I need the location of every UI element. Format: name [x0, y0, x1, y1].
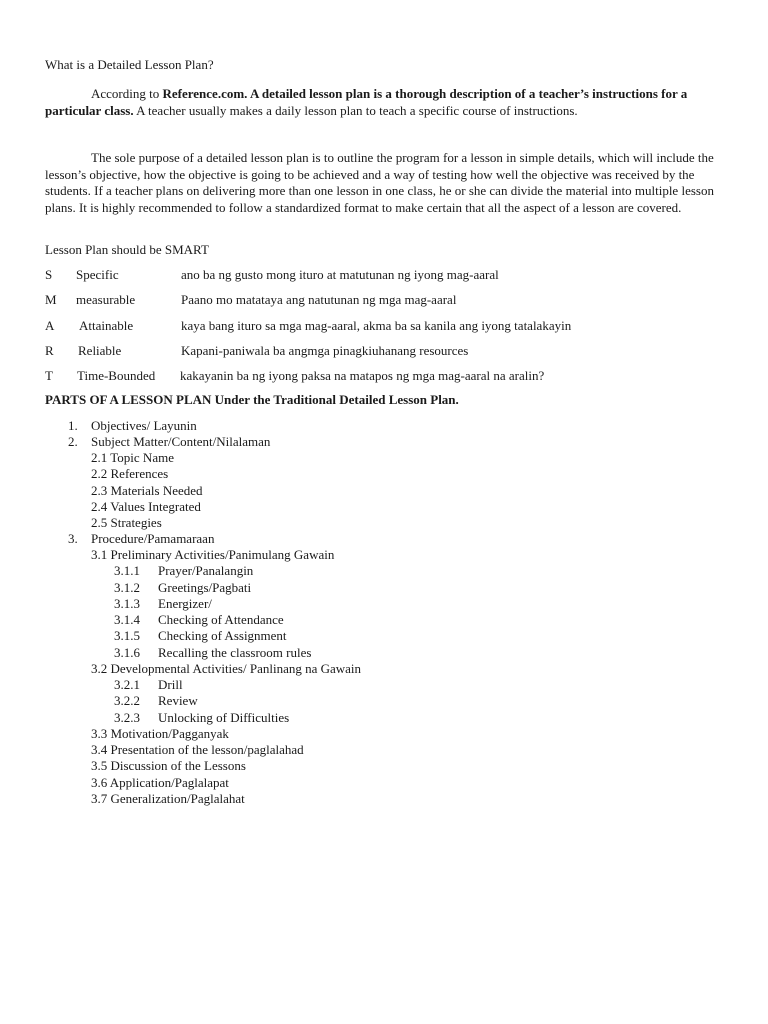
list-subitem: 3.2 Developmental Activities/ Panlinang na Gawain	[91, 661, 362, 676]
list-subsubitem-number: 3.1.2	[114, 580, 140, 595]
smart-word: measurable	[76, 292, 136, 307]
list-subsubitem-number: 3.2.3	[114, 710, 140, 725]
page-title: What is a Detailed Lesson Plan?	[45, 57, 214, 72]
list-subsubitem: Unlocking of Difficulties	[158, 710, 290, 725]
paragraph-rest: A teacher usually makes a daily lesson plan to teach a specific course of instructions.	[133, 102, 578, 118]
smart-letter: R	[45, 343, 54, 358]
smart-letter: M	[45, 292, 57, 307]
paragraph-lead: According to	[91, 86, 163, 101]
smart-description: ano ba ng gusto mong ituro at matutunan ng iyong mag-aaral	[181, 267, 499, 282]
paragraph-definition	[45, 86, 725, 119]
list-subitem: 2.2 References	[91, 466, 169, 481]
list-number: 3.	[68, 531, 78, 546]
list-subsubitem: Energizer/	[158, 596, 212, 611]
list-subitem: 2.1 Topic Name	[91, 450, 174, 465]
list-subitem: 3.7 Generalization/Paglalahat	[91, 791, 245, 806]
smart-word: Time-Bounded	[77, 368, 156, 383]
smart-word: Specific	[76, 267, 119, 282]
list-subitem: 2.3 Materials Needed	[91, 483, 203, 498]
list-item: Subject Matter/Content/Nilalaman	[91, 434, 271, 449]
list-item: Objectives/ Layunin	[91, 418, 197, 433]
smart-description: Kapani-paniwala ba angmga pinagkiuhanang resources	[181, 343, 469, 358]
paragraph-purpose: The sole purpose of a detailed lesson plan is to outline the program for a lesson in simple details, which will include the lesson’s objective, how the objective is going to be achieved and a way of testing how well the objective was received by the students. If a teacher plans on delivering more than one lesson in one class, he or she can divide the material into multiple lesson plans. It is highly recommended to follow a standardized format to make certain that all the aspect of a lesson are covered.	[45, 150, 714, 215]
list-subsubitem-number: 3.2.2	[114, 693, 140, 708]
smart-letter: T	[45, 368, 53, 383]
paragraph-bold-quote: Reference.com. A detailed lesson plan is a thorough description of a teacher’s instructions for a particular class.	[45, 86, 688, 118]
list-subsubitem: Greetings/Pagbati	[158, 580, 252, 595]
list-number: 1.	[68, 418, 78, 433]
list-subsubitem: Drill	[158, 677, 183, 692]
smart-letter: S	[45, 267, 53, 282]
list-subsubitem: Checking of Attendance	[158, 612, 284, 627]
list-number: 2.	[68, 434, 78, 449]
smart-heading: Lesson Plan should be SMART	[45, 242, 209, 257]
list-subitem: 3.5 Discussion of the Lessons	[91, 758, 246, 773]
smart-word: Reliable	[78, 343, 122, 358]
list-subitem: 2.4 Values Integrated	[91, 499, 201, 514]
list-subsubitem-number: 3.1.4	[114, 612, 140, 627]
smart-description: Paano mo matataya ang natutunan ng mga mag-aaral	[181, 292, 457, 307]
list-subsubitem-number: 3.1.6	[114, 645, 140, 660]
smart-letter: A	[45, 318, 55, 333]
list-subitem: 3.1 Preliminary Activities/Panimulang Gawain	[91, 547, 335, 562]
list-item: Procedure/Pamamaraan	[91, 531, 215, 546]
list-subsubitem-number: 3.1.5	[114, 628, 140, 643]
list-subsubitem: Recalling the classroom rules	[158, 645, 312, 660]
list-subitem: 3.4 Presentation of the lesson/paglalahad	[91, 742, 304, 757]
smart-word: Attainable	[79, 318, 134, 333]
list-subsubitem: Prayer/Panalangin	[158, 563, 254, 578]
list-subitem: 2.5 Strategies	[91, 515, 162, 530]
smart-description: kaya bang ituro sa mga mag-aaral, akma ba sa kanila ang iyong tatalakayin	[181, 318, 572, 333]
list-subsubitem: Checking of Assignment	[158, 628, 287, 643]
list-subitem: 3.6 Application/Paglalapat	[91, 775, 229, 790]
list-subitem: 3.3 Motivation/Pagganyak	[91, 726, 229, 741]
list-subsubitem-number: 3.1.1	[114, 563, 140, 578]
parts-heading: PARTS OF A LESSON PLAN Under the Traditional Detailed Lesson Plan.	[45, 392, 459, 407]
list-subsubitem: Review	[158, 693, 198, 708]
smart-description: kakayanin ba ng iyong paksa na matapos ng mga mag-aaral na aralin?	[180, 368, 545, 383]
list-subsubitem-number: 3.2.1	[114, 677, 140, 692]
list-subsubitem-number: 3.1.3	[114, 596, 140, 611]
